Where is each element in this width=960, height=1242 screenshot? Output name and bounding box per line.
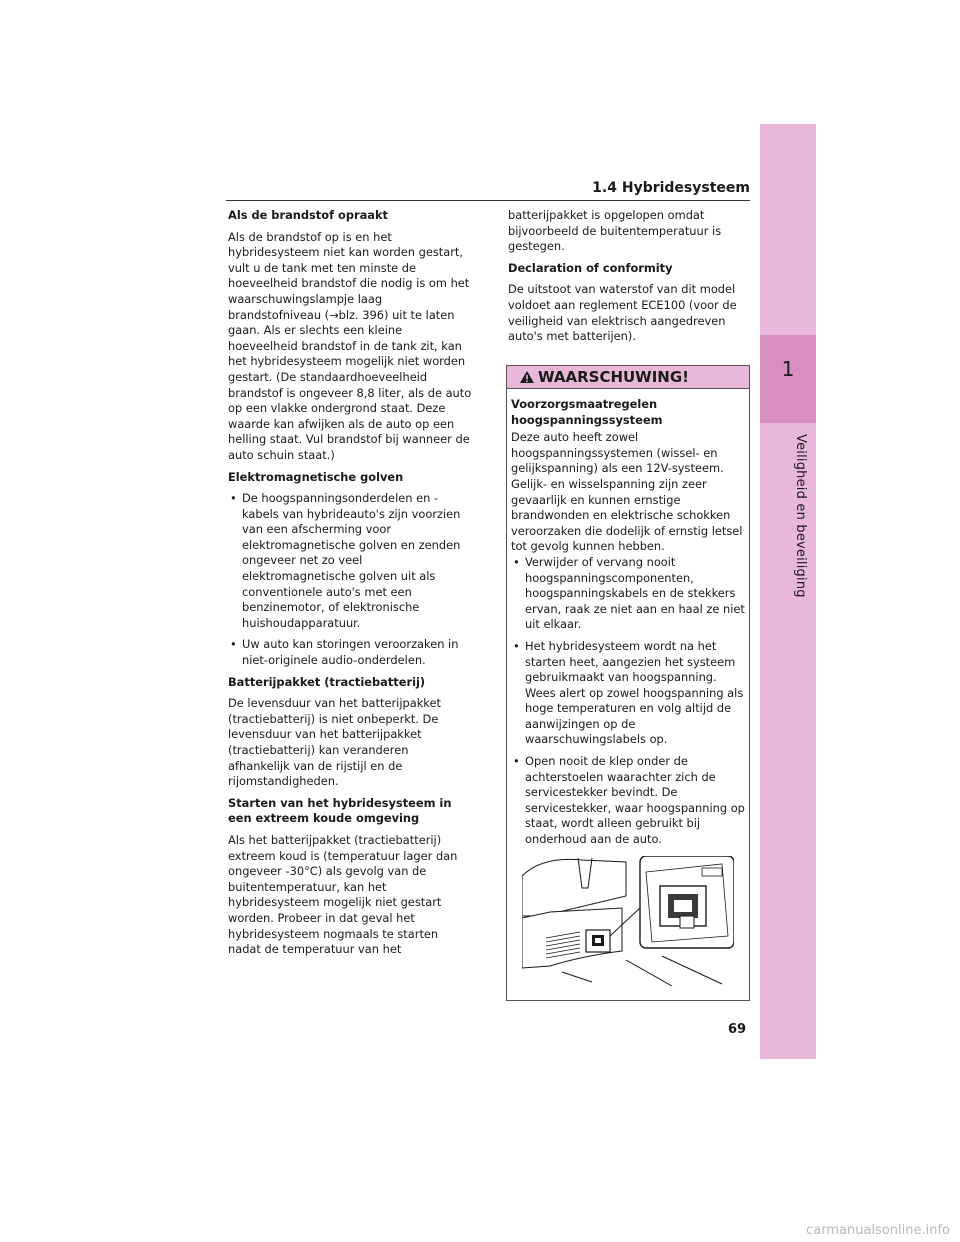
chapter-number: 1 (781, 357, 795, 381)
fuel-text: Als de brandstof op is en het hybridesysteem niet kan worden gestart, vult u de tank met ten minste de hoeveelheid brandstof die nodig is om het waarschuwingslampje laag brandstofniveau (→blz. 396) uit te laten gaan. Als er slechts een kleine hoeveelheid brandstof in de tank zit, kan het hybridesysteem mogelijk niet worden gestart. (De standaardhoeveelheid brandstof is ongeveer 8,8 liter, als de auto op een vlakke ondergrond staat. Deze waarde kan afwijken als de auto op een helling staat. Vul brandstof bij wanneer de auto schuin staat.) (228, 229, 472, 462)
list-item: • Het hybridesysteem wordt na het starten heet, aangezien het systeem gebruikmaakt van hoogspanning. Wees alert op zowel hoogspanning als hoge temperaturen en volg altijd de aanwijzingen op de waarschuwingslabels op. (511, 639, 745, 748)
chapter-side-tab (760, 124, 816, 1059)
chapter-title: Veiligheid en beveiliging (793, 434, 808, 598)
warning-intro: Deze auto heeft zowel hoogspanningssystemen (wissel- en gelijkspanning) als een 12V-systeem. Gelijk- en wisselspanning zijn zeer gevaarlijk en kunnen ernstige brandwonden en elektrische schokken veroorzaken die dodelijk of ernstig letsel tot gevolg kunnen hebben. (511, 430, 743, 554)
list-item: • Uw auto kan storingen veroorzaken in niet-originele audio-onderdelen. (228, 637, 472, 668)
section-title: 1.4 Hybridesysteem (592, 180, 750, 196)
cold-start-text: Als het batterijpakket (tractiebatterij) extreem koud is (temperatuur lager dan ongeveer -30°C) als gevolg van de buitentemperatuur, kan het hybridesysteem mogelijk niet gestart worden. Probeer in dat geval het hybridesysteem nogmaals te starten nadat de temperatuur van het (228, 832, 458, 957)
warning-title: WAARSCHUWING! (538, 368, 690, 386)
em-waves-list (228, 491, 472, 669)
list-item: • De hoogspanningsonderdelen en -kabels van hybrideauto's zijn voorzien van een afscherming voor elektromagnetische golven en zenden ongeveer net zo veel elektromagnetische golven uit als conventionele auto's met een benzinemotor, of elektronische huishoudapparatuur. (228, 491, 472, 631)
conformity-heading: Declaration of conformity (508, 260, 673, 275)
warning-heading: Voorzorgsmaatregelen hoogspanningssysteem (511, 397, 663, 427)
conformity-text: De uitstoot van waterstof van dit model voldoet aan reglement ECE100 (voor de veiligheid van elektrisch aangedreven auto's met batterijen). (508, 282, 737, 344)
list-item: • Verwijder of vervang nooit hoogspanningscomponenten, hoogspanningskabels en de stekkers ervan, raak ze niet aan en haal ze niet uit elkaar. (511, 555, 745, 633)
cold-start-heading: Starten van het hybridesysteem in een extreem koude omgeving (228, 795, 452, 826)
header-divider (226, 200, 750, 201)
battery-text: De levensduur van het batterijpakket (tractiebatterij) is niet onbeperkt. De levensduur van het batterijpakket (tractiebatterij) kan veranderen afhankelijk van de rijstijl en de rijomstandigheden. (228, 696, 441, 789)
cold-start-continued: batterijpakket is opgelopen omdat bijvoorbeeld de buitentemperatuur is gestegen. (508, 208, 722, 254)
list-item: • Open nooit de klep onder de achterstoelen waarachter zich de servicestekker bevindt. De servicestekker, waar hoogspanning op staat, wordt alleen gebruikt bij onderhoud aan de auto. (511, 754, 745, 848)
warning-triangle-icon (519, 370, 535, 384)
warning-body (507, 389, 749, 848)
watermark: carmanualsonline.info (806, 1223, 950, 1238)
rear-seat-illustration (522, 856, 734, 986)
service-plug-illustration (522, 856, 734, 986)
warning-header (507, 366, 749, 389)
right-column (508, 208, 752, 351)
fuel-heading: Als de brandstof opraakt (228, 208, 388, 222)
warning-box (506, 365, 750, 1001)
left-column (228, 208, 472, 964)
battery-heading: Batterijpakket (tractiebatterij) (228, 674, 426, 689)
warning-list (511, 555, 745, 848)
page-number: 69 (728, 1022, 747, 1037)
em-waves-heading: Elektromagnetische golven (228, 469, 404, 484)
